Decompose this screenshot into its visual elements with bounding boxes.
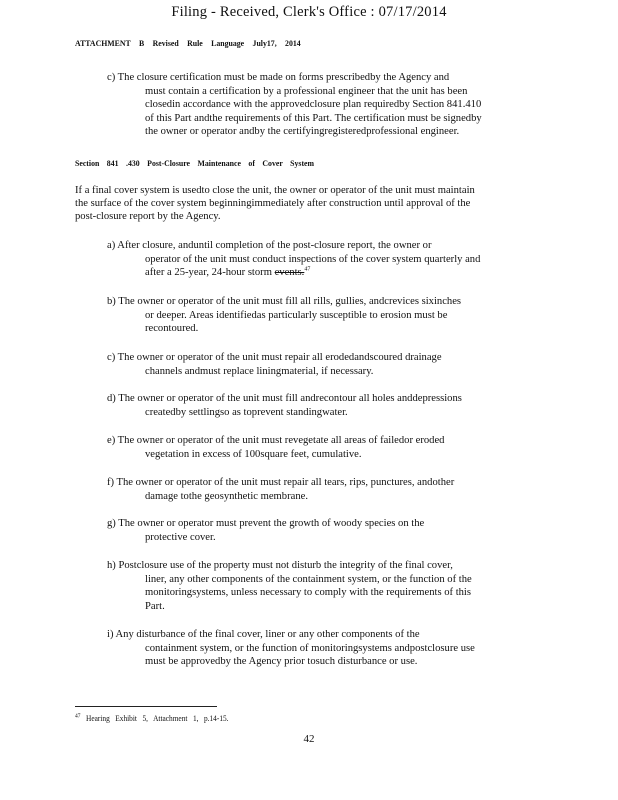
list-item-g: g) The owner or operator must prevent the growth of woody species on the protective cover. [107,518,425,543]
list-item-i: i) Any disturbance of the final cover, liner or any other components of the containment system, or the function of monitoringsystems andpostclosure use must be approvedby the Agency prior tosuch disturbance or use. [107,629,475,668]
list-item-b: b) The owner or operator of the unit must fill all rills, gullies, andcrevices sixinches or deeper. Areas identifiedas particularly susceptible to erosion must be recontoured. [107,296,462,335]
list-item-h: h) Postclosure use of the property must not disturb the integrity of the final cover, liner, any other components of the containment system, or the function of the monitoringsystems, unless necessary to comply with the requirements of this Part. [107,560,472,612]
list-item-e: e) The owner or operator of the unit must revegetate all areas of failedor eroded vegetation in excess of 100square feet, cumulative. [107,435,445,460]
attachment-line: ATTACHMENT B Revised Rule Language July17, 2014 [75,38,301,48]
filing-header: Filing - Received, Clerk's Office : 07/17/2014 [171,4,447,20]
intro-paragraph: If a final cover system is usedto close the unit, the owner or operator of the unit must maintain the surface of the cover system beginningimmediately after construction until approval of the post-closure report by the Agency. [75,185,475,223]
footnote-text: Hearing Exhibit 5, Attachment 1, p.14-15. [86,714,229,723]
closure-certification-item: c) The closure certification must be made on forms prescribedby the Agency and must contain a certification by a professional engineer that the unit has been closedin accordance with the approvedclosure plan requiredby Section 841.410 of this Part andthe requirements of this Part. The certification must be signedby the owner or operator andby the certifyingregisteredprofessional engineer. [107,72,482,138]
struck-text: events. [274,267,305,279]
list-item-c: c) The owner or operator of the unit must repair all erodedandscoured drainage channels andmust replace liningmaterial, if necessary. [107,352,442,377]
footnote [75,714,229,723]
list-item-a: a) After closure, anduntil completion of the post-closure report, the owner or operator of the unit must conduct inspections of the cover system quarterly and after a 25-year, 24-hour storm events.$^{47}$ [107,240,481,279]
footnote-reference: 47 [304,266,311,273]
footnote-number: 47 [75,713,81,720]
page-number: 42 [303,733,315,745]
section-heading: Section 841 .430 Post-Closure Maintenance of Cover System [75,158,315,168]
footnote-divider [75,706,217,707]
list-item-f: f) The owner or operator of the unit must repair all tears, rips, punctures, andother damage tothe geosynthetic membrane. [107,477,455,502]
list-item-d: d) The owner or operator of the unit must fill andrecontour all holes anddepressions createdby settlingso as toprevent standingwater. [107,393,462,418]
